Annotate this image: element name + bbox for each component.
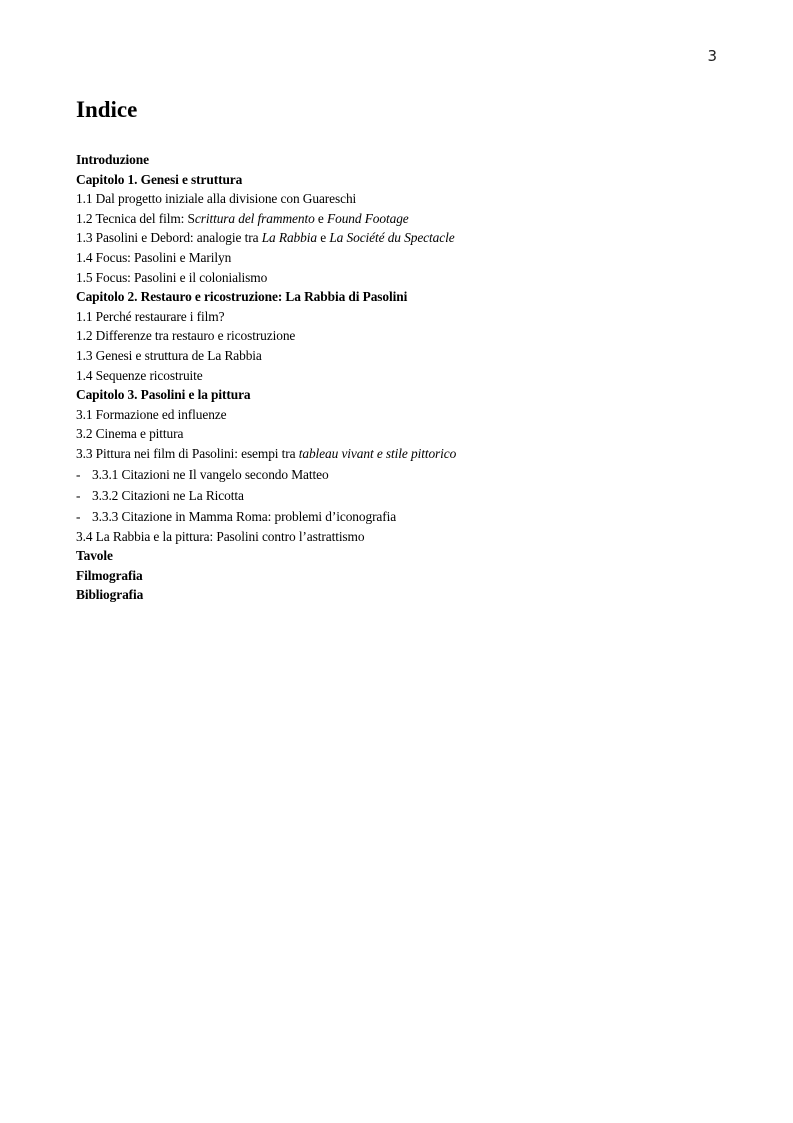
toc-entry-1-2	[76, 209, 716, 229]
toc-chapter-3: Capitolo 3. Pasolini e la pittura	[76, 387, 251, 403]
toc-chapter-1: Capitolo 1. Genesi e struttura	[76, 171, 243, 187]
toc-entry-1-1: 1.1 Dal progetto iniziale alla divisione con Guareschi	[76, 191, 357, 207]
toc-subentry-3-3-2-text: 3.3.2 Citazioni ne La Ricotta	[92, 487, 244, 503]
toc-entry-3-2: 3.2 Cinema e pittura	[76, 426, 184, 442]
toc-chapter-2: Capitolo 2. Restauro e ricostruzione: La Rabbia di Pasolini	[76, 289, 408, 305]
toc-subentry-3-3-1-text: 3.3.1 Citazioni ne Il vangelo secondo Matteo	[92, 466, 329, 482]
toc-subentry-3-3-3	[76, 506, 716, 527]
toc-entry-bibliografia: Bibliografia	[76, 587, 144, 603]
toc-entry-1-4: 1.4 Focus: Pasolini e Marilyn	[76, 249, 232, 265]
toc-entry-1-5: 1.5 Focus: Pasolini e il colonialismo	[76, 269, 268, 285]
toc-entry-3-3-text: 3.3 Pittura nei film di Pasolini: esempi tra	[76, 445, 299, 461]
table-of-contents	[76, 150, 716, 605]
toc-entry-3-3	[76, 444, 716, 464]
list-dash: -	[76, 487, 81, 503]
toc-entry-2-3: 1.3 Genesi e struttura de La Rabbia	[76, 347, 262, 363]
page-number: 3	[707, 47, 717, 65]
toc-entry-1-3	[76, 228, 716, 248]
list-dash: -	[76, 466, 81, 482]
toc-entry-1-2-italic-1: crittura del frammento	[194, 210, 315, 226]
toc-entry-3-3-italic: tableau vivant e stile pittorico	[298, 445, 457, 461]
toc-entry-2-1: 1.1 Perché restaurare i film?	[76, 308, 225, 324]
toc-entry-2-2: 1.2 Differenze tra restauro e ricostruzione	[76, 328, 296, 344]
toc-subentry-3-3-2	[76, 485, 716, 506]
toc-entry-2-4: 1.4 Sequenze ricostruite	[76, 367, 203, 383]
toc-entry-1-2-conj: e	[314, 210, 328, 226]
toc-entry-tavole: Tavole	[76, 548, 113, 564]
toc-entry-1-2-text: 1.2 Tecnica del film: S	[76, 210, 195, 226]
toc-entry-filmografia: Filmografia	[76, 567, 143, 583]
toc-subentry-3-3-1	[76, 464, 716, 485]
toc-entry-3-1: 3.1 Formazione ed influenze	[76, 406, 227, 422]
toc-entry-1-2-italic-2: Found Footage	[327, 210, 409, 226]
page-title: Indice	[76, 97, 138, 122]
list-dash: -	[76, 508, 81, 524]
toc-subentry-3-3-3-text: 3.3.3 Citazione in Mamma Roma: problemi d’iconografia	[92, 508, 397, 524]
toc-entry-1-3-italic-1: La Rabbia	[261, 230, 317, 246]
toc-entry-introduzione: Introduzione	[76, 152, 149, 167]
toc-entry-3-4: 3.4 La Rabbia e la pittura: Pasolini contro l’astrattismo	[76, 528, 365, 544]
toc-entry-1-3-conj: e	[316, 230, 330, 246]
toc-entry-1-3-italic-2: La Société du Spectacle	[329, 230, 455, 246]
toc-entry-1-3-text: 1.3 Pasolini e Debord: analogie tra	[76, 230, 262, 246]
